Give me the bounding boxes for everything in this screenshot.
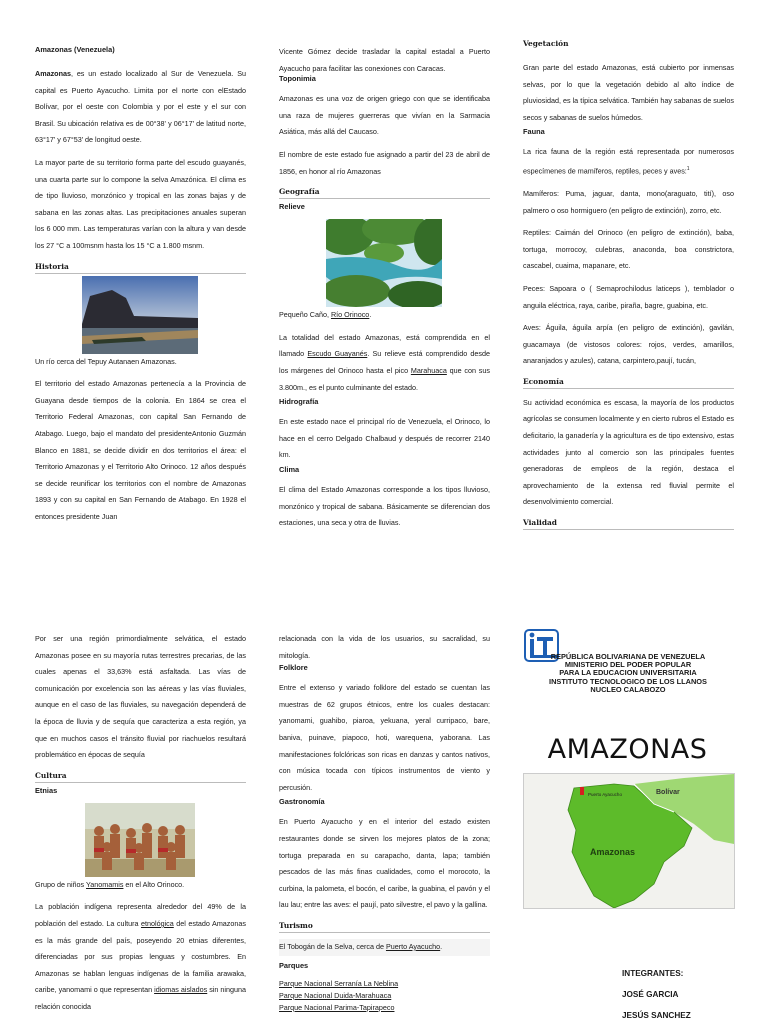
park-link-parima[interactable]: Parque Nacional Parima-Tapirapeco [279,1002,395,1012]
footnote-ref[interactable]: 1 [686,165,690,172]
section-relieve: Relieve [279,202,305,212]
relieve-text-c: que con sus 3.800m., es el punto culminante del estado. [279,365,490,392]
rio-orinoco-link[interactable]: Río Orinoco [330,310,370,320]
paragraph-toponimia: Amazonas es una voz de origen griego con que se identificaba una raza de mujeres guerreras que vivían en la Sarmacia Asiática, más allá del Caucaso. [279,94,490,137]
park-link-neblina[interactable]: Parque Nacional Serranía La Neblina [279,978,399,988]
turismo-text: El Tobogán de la Selva, cerca de [279,941,386,951]
paragraph-reptiles: Reptiles: Caimán del Orinoco (en peligro de extinción), baba, tortuga, morrocoy, culebras, anaconda, boa constrictora, cascabel, cuaima, mapanare, etc. [523,228,734,271]
section-clima: Clima [279,464,300,474]
tepuy-river-photo [82,276,198,354]
paragraph-folklore: Entre el extenso y variado folklore del estado se cuentan las muestras de 62 grupos étnicos, entre los cuales destacan: yanomami, guahibo, piaroa, yekuana, yeral curripaco, bare, baniva, puinave, piapoco, hoti, warequena, yaborana. Las manifestaciones folclóricas son ricas en danzas y cantos nativos, con música tocada con típicos instrumentos de viento y percusión. [279,683,490,792]
historia-photo-caption: Un río cerca del Tepuy Autanaen Amazonas. [35,356,177,366]
section-etnias: Etnias [35,785,58,795]
section-fauna: Fauna [523,127,545,137]
paragraph-territory: La mayor parte de su territorio forma parte del escudo guayanés, una cuarta parte sur lo compone la selva Amazónica. El clima es de tipo lluvioso, monzónico y tropical en las zonas bajas y de sabana en las zonas altas. Las precipitaciones anuales superan los 6 000 mm. Las temperaturas varían con la altura y van desde los 27 °C a 100msnm hasta los 15 °C a 1.800 msnm. [35,157,246,250]
paragraph-turismo [279,939,490,956]
section-parques: Parques [279,960,309,970]
paragraph-capital: Vicente Gómez decide trasladar la capital estadal a Puerto Ayacucho para facilitar las conexiones con Caracas. [279,47,490,73]
idiomas-aislados-link[interactable]: idiomas aislados [154,985,208,995]
intro-bold: Amazonas [35,69,71,78]
caption-end: . [369,310,372,320]
relieve-photo-caption [279,307,490,324]
page2-column-2 [279,631,490,1014]
institution-line-1: REPÚBLICA BOLIVARIANA DE VENEZUELA [550,652,706,661]
page1-column-2 [279,44,490,538]
paragraph-vialidad: Por ser una región primordialmente selvática, el estado Amazonas posee en su mayoría rutas terrestres precarias, de las cuales apenas el 33,63% está asfaltada. Las vías de comunicación por excelencia son las aéreas y las vías fluviales, aunque en el caso de las fluviales, su navegación dependerá de la época de lluvia y de sequía que caracteriza a esta región, ya que en muchos casos el tránsito fluvial por riachuelos resultará problemático en épocas de sequía [35,634,246,760]
parks-list [279,978,490,1014]
document-title: Amazonas (Venezuela) [35,45,115,54]
paragraph-vegetacion: Gran parte del estado Amazonas, está cubierto por inmensas selvas, por lo que la vegetación debido al alto índice de pluviosidad, es la típica selvática. También hay sabanas de suelos secos y sabanas de suelos húmedos. [523,63,734,122]
paragraph-clima: El clima del Estado Amazonas corresponde a los tipos lluvioso, monzónico y tropical de sabana. Básicamente se diferencian dos estaciones, una seca y otra de lluvias. [279,484,490,528]
page2-column-1 [35,631,246,1022]
amazonas-map [523,773,735,909]
section-toponimia: Toponimia [279,74,316,84]
puerto-ayacucho-link[interactable]: Puerto Ayacucho [385,941,441,951]
section-vialidad: Vialidad [523,517,734,530]
paragraph-gastronomia: En Puerto Ayacucho y en el interior del estado existen restaurantes donde se sirven los mejores platos de la zona; tortuga preparada en su carapacho, danta, lapa; también pescados de las más finas cualidades, como el morocoto, la curbina, la palometa, el bocón, el caribe, la guabina, el pavón y el lau lau; entre las aves: el paují, pato silvestre, el pavo y la gallina. [279,817,490,910]
section-cultura: Cultura [35,770,246,783]
caption-text: Pequeño Caño, [279,310,331,320]
paragraph-peces: Peces: Sapoara o ( Semaprochilodus laticeps ), temblador o anguila eléctrica, raya, caribe, piraña, bagre, guabina, etc. [523,283,734,310]
yanomami-children-photo [85,803,195,877]
page1-column-1 [35,44,246,531]
map-graphic [524,774,734,908]
section-gastronomia: Gastronomía [279,797,325,807]
paragraph-relieve [279,330,490,396]
turismo-end: . [440,941,443,951]
member-1: JOSÉ GARCIA [622,990,679,999]
paragraph-intro [35,66,246,149]
institution-line-2: MINISTERIO DEL PODER POPULAR [564,660,692,670]
caption-text: Grupo de niños [35,879,87,889]
paragraph-hidrografia: En este estado nace el principal río de Venezuela, el Orinoco, lo hace en el cerro Delgado Chalbaud y después de recorrer 2140 km. [279,417,490,460]
poblacion-text-c: sin ninguna relación conocida [35,985,247,1011]
member-2: JESÚS SANCHEZ [622,1011,691,1020]
institution-line-4: INSTITUTO TECNOLOGICO DE LOS LLANOS [549,676,707,686]
caption-end: en el Alto Orinoco. [123,879,185,889]
institution-line-3: PARA LA EDUCACION UNIVERSITARIA [559,668,697,678]
map-label-bolivar: Bolívar [656,789,680,796]
escudo-guayanes-link[interactable]: Escudo Guayanés [307,349,368,359]
paragraph-mamiferos: Mamíferos: Puma, jaguar, danta, mono(araguato, tití), oso palmero o oso hormiguero (en peligro de extinción), zorro, etc. [523,188,734,215]
section-historia: Historia [35,261,246,274]
map-label-amazonas: Amazonas [590,847,636,857]
etnologica-link[interactable]: etnológica [140,918,174,928]
section-geografia: Geografía [279,186,490,199]
etnias-photo-caption [35,877,246,894]
poblacion-text-a: La población indígena representa alrededor del 49% de la población del estado. La cultura [35,902,246,928]
institution-header [540,653,716,694]
paragraph-economia: Su actividad económica es escasa, la mayoría de los productos agrícolas se consumen localmente y en cierto rubros el Estado es deficitario, la ganadería y la agricultura es de tipo extensivo, estas actividades junto al comercio son las principales fuentes generadoras de empleos de la región, destaca el aprovechamiento de la extensa red fluvial permite el desenvolvimiento comercial. [523,397,734,507]
relieve-text-a: La totalidad del estado Amazonas, está comprendida en el llamado [279,332,490,359]
members-block [622,963,691,1026]
poblacion-text-b: del estado Amazonas es la más grande del país, poseyendo 20 etnias diferentes, diferenciadas por sus propias lenguas y costumbres. En Amazonas se hablan lenguas indígenas de la familia arawaka, caribe, yanomami o que representan [35,918,246,995]
cover-title: AMAZONAS [547,734,708,765]
map-label-capital: Puerto Ayacucho [588,792,622,797]
paragraph-nombre: El nombre de este estado fue asignado a partir del 23 de abril de 1856, en honor al río Amazonas [279,149,490,176]
section-hidrografia: Hidrografía [279,397,319,407]
paragraph-poblacion [35,899,246,1015]
fauna-text: La rica fauna de la región está representada por numerosos especímenes de mamíferos, reptiles, peces y aves: [523,147,734,176]
paragraph-lenguas: relacionada con la vida de los usuarios, su sacralidad, su mitología. [279,634,490,660]
park-link-duida[interactable]: Parque Nacional Duida-Marahuaca [279,990,392,1000]
intro-text: , es un estado localizado al Sur de Venezuela. Su capital es Puerto Ayacucho. Limita por el norte con elEstado Bolívar, por el oeste con Colombia y por el este y el sur con Brasil. Su ubicación relativa es de 00°38' y 06°17' de latitud norte, 63°17' y 67°53' de longitud oeste. [35,69,246,145]
section-folklore: Folklore [279,663,308,673]
section-economia: Economía [523,376,734,389]
page1-column-3 [523,38,734,532]
orinoco-channel-photo [326,219,442,307]
institution-line-5: NUCLEO CALABOZO [590,684,666,694]
section-vegetacion: Vegetación [523,39,569,48]
marahuaca-link[interactable]: Marahuaca [410,365,447,375]
section-turismo: Turismo [279,920,490,933]
relieve-text-b: . Su relieve está comprendido desde los márgenes del Orinoco hasta el pico [279,349,490,375]
paragraph-historia: El territorio del estado Amazonas pertenecía a la Provincia de Guayana desde tiempos de la colonia. En 1864 se crea el Territorio Federal Amazonas, con capital San Fernando de Atabago. Luego, bajo el mandato del presidenteAntonio Guzmán Blanco en 1881, se decide dividir en dos territorios el área: el Territorio Amazonas y el Territorio Alto Orinoco. 12 años después se decide reunificar los territorios con el nombre de Amazonas 1893 y con su capital en San Fernando de Atabago. En 1928 el entonces presidente Juan [35,379,246,521]
paragraph-fauna [523,144,734,180]
integrantes-label: INTEGRANTES: [622,969,684,978]
paragraph-aves: Aves: Águila, águila arpía (en peligro de extinción), gavilán, guacamaya (de vistosos colores: rojos, verdes, amarillos, anaranjados y azules), catana, carpintero,paují, tucán, [523,323,734,366]
yanomamis-link[interactable]: Yanomamis [86,879,124,889]
